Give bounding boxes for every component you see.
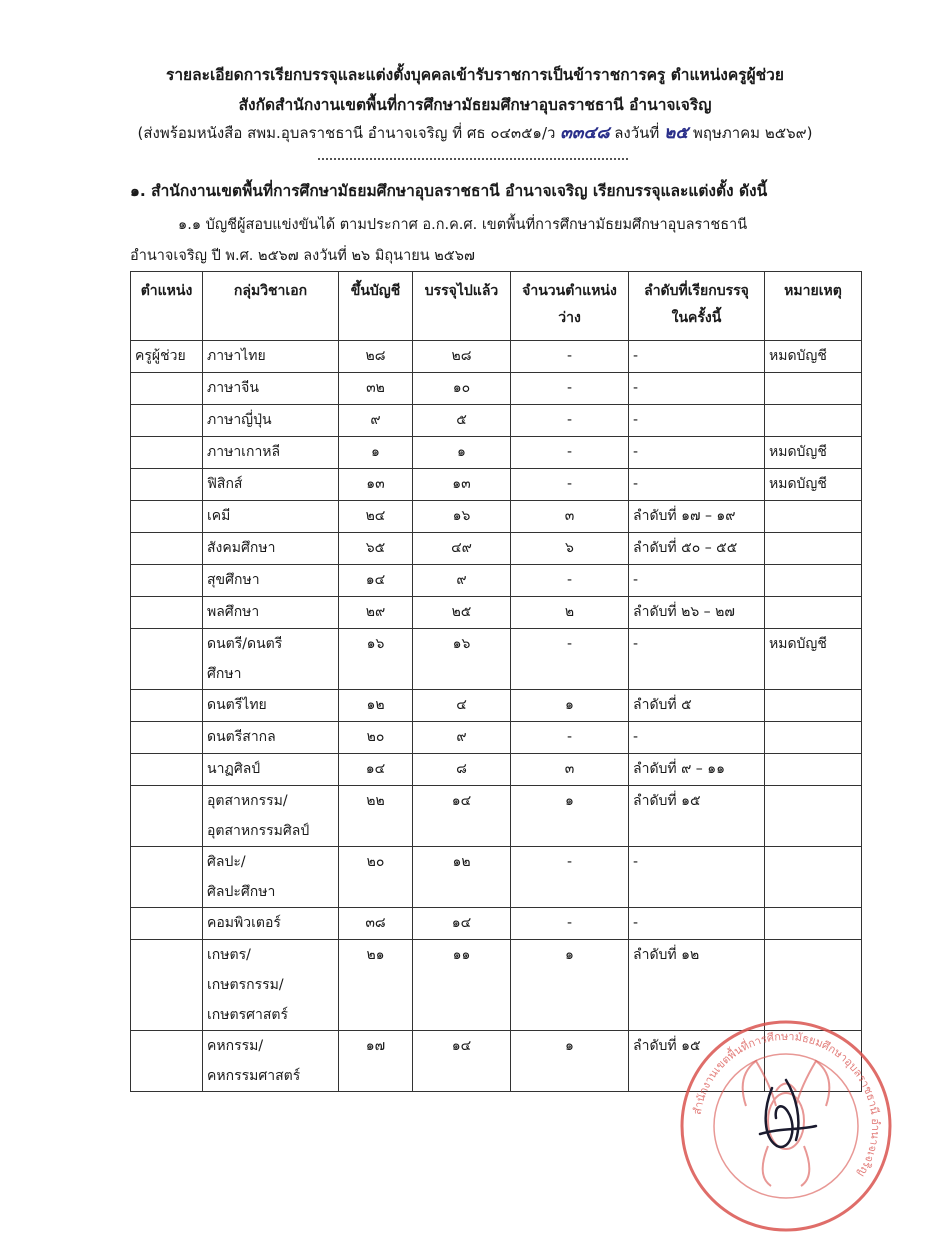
subject-line: ภาษาเกาหลี — [207, 444, 281, 460]
subject-line: คหกรรมศาสตร์ — [207, 1068, 301, 1084]
position-cell — [131, 722, 203, 754]
document-title-line2: สังกัดสำนักงานเขตพื้นที่การศึกษามัธยมศึกษาอุบลราชธานี อำนาจเจริญ — [238, 96, 712, 114]
position-cell — [131, 940, 203, 1031]
appointed-cell: ๔๙ — [413, 533, 511, 565]
order-cell: - — [629, 437, 765, 469]
order-cell: - — [629, 908, 765, 940]
subject-line: ภาษาญี่ปุ่น — [207, 412, 272, 428]
subject-cell — [203, 690, 339, 722]
note-cell: หมดบัญชี — [765, 629, 862, 690]
subject-line: ฟิสิกส์ — [207, 476, 243, 492]
subject-cell — [203, 469, 339, 501]
vacant-cell: - — [511, 341, 629, 373]
header-note: หมายเหตุ — [765, 272, 862, 341]
note-cell — [765, 690, 862, 722]
vacant-cell: - — [511, 908, 629, 940]
table-row — [131, 373, 862, 405]
subsection-line1: ๑.๑ บัญชีผู้สอบแข่งขันได้ ตามประกาศ อ.ก.ค.ศ. เขตพื้นที่การศึกษามัธยมศึกษาอุบลราชธานี — [178, 217, 748, 233]
subject-line: พลศึกษา — [207, 604, 260, 620]
appointed-cell: ๔ — [413, 690, 511, 722]
reference-text-3: พฤษภาคม ๒๕๖๙) — [692, 124, 813, 142]
header-vacant-line1: จำนวนตำแหน่ง — [522, 283, 617, 299]
appointed-cell: ๘ — [413, 754, 511, 786]
listed-cell: ๑๒ — [339, 690, 413, 722]
note-cell — [765, 722, 862, 754]
listed-cell: ๑ — [339, 437, 413, 469]
vacant-cell: - — [511, 565, 629, 597]
table-body — [131, 341, 862, 1092]
note-cell — [765, 373, 862, 405]
vacant-cell: - — [511, 722, 629, 754]
listed-cell: ๑๓ — [339, 469, 413, 501]
appointment-table — [130, 271, 862, 1092]
subject-line: อุตสาหกรรม/ — [207, 793, 288, 809]
subject-line: เกษตรศาสตร์ — [207, 1007, 289, 1023]
position-cell — [131, 1031, 203, 1092]
table-row — [131, 754, 862, 786]
listed-cell: ๓๒ — [339, 373, 413, 405]
appointed-cell: ๕ — [413, 405, 511, 437]
header-position: ตำแหน่ง — [131, 272, 203, 341]
table-row — [131, 722, 862, 754]
listed-cell: ๑๔ — [339, 565, 413, 597]
subject-cell — [203, 754, 339, 786]
listed-cell: ๒๒ — [339, 786, 413, 847]
appointed-cell: ๒๕ — [413, 597, 511, 629]
note-cell: หมดบัญชี — [765, 437, 862, 469]
header-appointed: บรรจุไปแล้ว — [413, 272, 511, 341]
order-cell: - — [629, 629, 765, 690]
vacant-cell: ๒ — [511, 597, 629, 629]
appointed-cell: ๙ — [413, 722, 511, 754]
listed-cell: ๒๙ — [339, 597, 413, 629]
subject-cell — [203, 437, 339, 469]
subject-line: สังคมศึกษา — [207, 540, 276, 556]
table-row — [131, 437, 862, 469]
position-cell — [131, 847, 203, 908]
listed-cell: ๓๘ — [339, 908, 413, 940]
header-order — [629, 272, 765, 341]
subject-cell — [203, 786, 339, 847]
appointed-cell: ๑๔ — [413, 786, 511, 847]
position-cell — [131, 533, 203, 565]
appointed-cell: ๑๐ — [413, 373, 511, 405]
note-cell — [765, 533, 862, 565]
order-cell: - — [629, 469, 765, 501]
subject-line: เคมี — [207, 508, 231, 524]
position-cell — [131, 501, 203, 533]
subject-line: ศิลปะศึกษา — [207, 884, 276, 900]
table-row — [131, 341, 862, 373]
subject-line: สุขศึกษา — [207, 572, 260, 588]
handwritten-number: ๓๓๔๘ — [560, 123, 610, 143]
header-listed: ขึ้นบัญชี — [339, 272, 413, 341]
appointed-cell: ๑ — [413, 437, 511, 469]
note-cell — [765, 405, 862, 437]
reference-text-2: ลงวันที่ — [614, 124, 660, 142]
subject-line: นาฏศิลป์ — [207, 761, 261, 777]
vacant-cell: - — [511, 373, 629, 405]
table-row — [131, 690, 862, 722]
reference-text-1: (ส่งพร้อมหนังสือ สพม.อุบลราชธานี อำนาจเจริญ ที่ ศธ ๐๔๓๕๑/ว — [137, 124, 556, 142]
table-row — [131, 847, 862, 908]
listed-cell: ๒๔ — [339, 501, 413, 533]
order-cell: ลำดับที่ ๕๐ – ๕๕ — [629, 533, 765, 565]
subject-cell — [203, 373, 339, 405]
position-cell — [131, 405, 203, 437]
table-row — [131, 469, 862, 501]
table-row — [131, 565, 862, 597]
position-cell — [131, 908, 203, 940]
subsection-line2: อำนาจเจริญ ปี พ.ศ. ๒๕๖๗ ลงวันที่ ๒๖ มิถุนายน ๒๕๖๗ — [130, 248, 475, 264]
header-subject: กลุ่มวิชาเอก — [203, 272, 339, 341]
subject-line: คหกรรม/ — [207, 1038, 264, 1054]
order-cell: - — [629, 847, 765, 908]
vacant-cell: ๖ — [511, 533, 629, 565]
table-row — [131, 629, 862, 690]
order-cell: - — [629, 405, 765, 437]
subject-cell — [203, 405, 339, 437]
subject-cell — [203, 722, 339, 754]
vacant-cell: - — [511, 629, 629, 690]
table-row — [131, 786, 862, 847]
subject-line: ดนตรี/ดนตรี — [207, 636, 283, 652]
vacant-cell: ๓ — [511, 754, 629, 786]
subject-cell — [203, 629, 339, 690]
appointed-cell: ๑๖ — [413, 629, 511, 690]
subject-line: เกษตร/ — [207, 947, 251, 963]
subject-cell — [203, 940, 339, 1031]
subject-cell — [203, 533, 339, 565]
order-cell: ลำดับที่ ๑๕ — [629, 786, 765, 847]
subject-line: ดนตรีไทย — [207, 697, 267, 713]
subject-cell — [203, 565, 339, 597]
vacant-cell: - — [511, 405, 629, 437]
listed-cell: ๖๕ — [339, 533, 413, 565]
subject-cell — [203, 341, 339, 373]
table-row — [131, 597, 862, 629]
subject-cell — [203, 1031, 339, 1092]
appointed-cell: ๙ — [413, 565, 511, 597]
note-cell — [765, 754, 862, 786]
position-cell — [131, 373, 203, 405]
listed-cell: ๙ — [339, 405, 413, 437]
table-row — [131, 908, 862, 940]
order-cell: ลำดับที่ ๙ – ๑๑ — [629, 754, 765, 786]
handwritten-signature — [752, 1068, 822, 1158]
subject-line: คอมพิวเตอร์ — [207, 915, 281, 931]
vacant-cell: ๓ — [511, 501, 629, 533]
position-cell — [131, 786, 203, 847]
subject-line: เกษตรกรรม/ — [207, 977, 284, 993]
position-cell: ครูผู้ช่วย — [131, 341, 203, 373]
note-cell — [765, 501, 862, 533]
order-cell: ลำดับที่ ๑๕ — [629, 1031, 765, 1092]
dotted-divider — [318, 158, 628, 160]
position-cell — [131, 469, 203, 501]
document-title-line1: รายละเอียดการเรียกบรรจุและแต่งตั้งบุคคลเข้ารับราชการเป็นข้าราชการครู ตำแหน่งครูผู้ช่วย — [166, 66, 784, 84]
order-cell: - — [629, 373, 765, 405]
appointed-cell: ๑๔ — [413, 908, 511, 940]
table-row — [131, 405, 862, 437]
note-cell — [765, 565, 862, 597]
subject-cell — [203, 597, 339, 629]
header-vacant-line2: ว่าง — [558, 310, 581, 326]
appointed-cell: ๑๔ — [413, 1031, 511, 1092]
header-order-line2: ในครั้งนี้ — [671, 310, 722, 326]
subject-line: ดนตรีสากล — [207, 729, 276, 745]
subject-line: ภาษาไทย — [207, 348, 266, 364]
table-row — [131, 501, 862, 533]
subject-line: อุตสาหกรรมศิลป์ — [207, 823, 310, 839]
position-cell — [131, 690, 203, 722]
order-cell: - — [629, 565, 765, 597]
appointed-cell: ๒๘ — [413, 341, 511, 373]
note-cell — [765, 908, 862, 940]
table-header-row — [131, 272, 862, 341]
appointed-cell: ๑๖ — [413, 501, 511, 533]
subject-cell — [203, 847, 339, 908]
position-cell — [131, 754, 203, 786]
position-cell — [131, 597, 203, 629]
table-row — [131, 533, 862, 565]
position-cell — [131, 437, 203, 469]
note-cell — [765, 847, 862, 908]
vacant-cell: ๑ — [511, 940, 629, 1031]
subject-line: ภาษาจีน — [207, 380, 259, 396]
header-vacant — [511, 272, 629, 341]
vacant-cell: - — [511, 847, 629, 908]
order-cell: ลำดับที่ ๑๒ — [629, 940, 765, 1031]
header-order-line1: ลำดับที่เรียกบรรจุ — [644, 283, 749, 299]
vacant-cell: - — [511, 469, 629, 501]
listed-cell: ๒๐ — [339, 722, 413, 754]
subject-line: ศิลปะ/ — [207, 854, 246, 870]
note-cell — [765, 786, 862, 847]
listed-cell: ๒๐ — [339, 847, 413, 908]
reference-line — [0, 119, 950, 146]
note-cell — [765, 597, 862, 629]
subject-line: ศึกษา — [207, 666, 242, 682]
order-cell: ลำดับที่ ๑๗ – ๑๙ — [629, 501, 765, 533]
appointed-cell: ๑๒ — [413, 847, 511, 908]
order-cell: - — [629, 341, 765, 373]
handwritten-day: ๒๕ — [664, 123, 689, 143]
appointed-cell: ๑๑ — [413, 940, 511, 1031]
note-cell: หมดบัญชี — [765, 469, 862, 501]
subject-cell — [203, 501, 339, 533]
note-cell: หมดบัญชี — [765, 341, 862, 373]
listed-cell: ๑๖ — [339, 629, 413, 690]
vacant-cell: ๑ — [511, 1031, 629, 1092]
section-heading: ๑. สำนักงานเขตพื้นที่การศึกษามัธยมศึกษาอุบลราชธานี อำนาจเจริญ เรียกบรรจุและแต่งตั้ง ดังนี้ — [130, 182, 768, 200]
listed-cell: ๑๗ — [339, 1031, 413, 1092]
vacant-cell: - — [511, 437, 629, 469]
listed-cell: ๑๔ — [339, 754, 413, 786]
order-cell: - — [629, 722, 765, 754]
order-cell: ลำดับที่ ๕ — [629, 690, 765, 722]
listed-cell: ๒๑ — [339, 940, 413, 1031]
listed-cell: ๒๘ — [339, 341, 413, 373]
vacant-cell: ๑ — [511, 690, 629, 722]
position-cell — [131, 629, 203, 690]
appointed-cell: ๑๓ — [413, 469, 511, 501]
stamp-ring-text: สำนักงานเขตพื้นที่การศึกษามัธยมศึกษาอุบลราชธานี อำนาจเจริญ — [690, 1029, 883, 1180]
order-cell: ลำดับที่ ๒๖ – ๒๗ — [629, 597, 765, 629]
position-cell — [131, 565, 203, 597]
vacant-cell: ๑ — [511, 786, 629, 847]
subject-cell — [203, 908, 339, 940]
